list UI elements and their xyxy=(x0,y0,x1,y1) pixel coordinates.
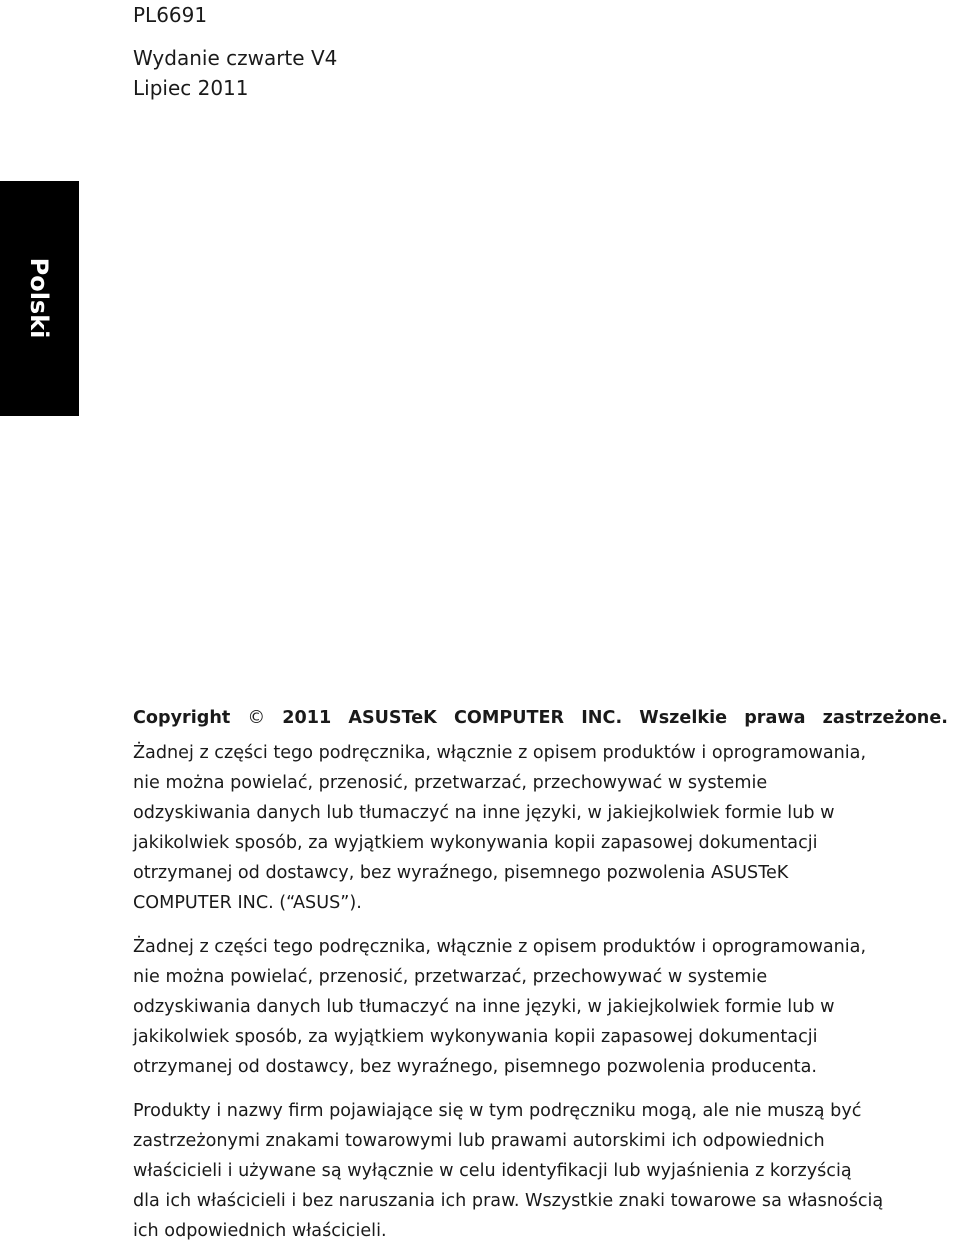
copyright-company2: COMPUTER xyxy=(453,708,565,728)
copyright-line xyxy=(133,703,948,733)
text-line: nie można powielać, przenosić, przetwarzać, przechowywać w systemie xyxy=(133,967,768,987)
text-line: otrzymanej od dostawcy, bez wyraźnego, pisemnego pozwolenia producenta. xyxy=(133,1057,817,1077)
text-line: odzyskiwania danych lub tłumaczyć na inne języki, w jakiejkolwiek formie lub w xyxy=(133,803,835,823)
text-line: nie można powielać, przenosić, przetwarzać, przechowywać w systemie xyxy=(133,773,768,793)
text-line: jakikolwiek sposób, za wyjątkiem wykonywania kopii zapasowej dokumentacji xyxy=(133,833,818,853)
paragraph-trademarks xyxy=(133,1096,948,1246)
copyright-company: ASUSTeK xyxy=(348,708,437,728)
copyright-year: 2011 xyxy=(282,708,332,728)
copyright-rights1: Wszelkie xyxy=(639,708,728,728)
language-tab-label: Polski xyxy=(25,257,53,339)
language-tab xyxy=(0,181,79,416)
paragraph-asus-rights xyxy=(133,738,948,918)
publication-date: Lipiec 2011 xyxy=(133,76,249,100)
text-line: właścicieli i używane są wyłącznie w celu identyfikacji lub wyjaśnienia z korzyścią xyxy=(133,1161,852,1181)
text-line: jakikolwiek sposób, za wyjątkiem wykonywania kopii zapasowej dokumentacji xyxy=(133,1027,818,1047)
text-line: ich odpowiednich właścicieli. xyxy=(133,1221,387,1241)
copyright-word: Copyright xyxy=(133,708,231,728)
text-line: Żadnej z części tego podręcznika, włącznie z opisem produktów i oprogramowania, xyxy=(133,937,867,957)
document-header xyxy=(133,0,337,103)
copyright-inc: INC. xyxy=(581,708,623,728)
text-line: zastrzeżonymi znakami towarowymi lub prawami autorskimi ich odpowiednich xyxy=(133,1131,825,1151)
text-line: otrzymanej od dostawcy, bez wyraźnego, pisemnego pozwolenia ASUSTeK xyxy=(133,863,789,883)
paragraph-producer-rights xyxy=(133,932,948,1082)
text-line: Żadnej z części tego podręcznika, włącznie z opisem produktów i oprogramowania, xyxy=(133,743,867,763)
text-line: dla ich właścicieli i bez naruszania ich praw. Wszystkie znaki towarowe sa własnością xyxy=(133,1191,884,1211)
text-line: Produkty i nazwy firm pojawiające się w tym podręczniku mogą, ale nie muszą być xyxy=(133,1101,862,1121)
text-line: odzyskiwania danych lub tłumaczyć na inne języki, w jakiejkolwiek formie lub w xyxy=(133,997,835,1017)
text-line: COMPUTER INC. (“ASUS”). xyxy=(133,893,362,913)
copyright-rights2: prawa xyxy=(744,708,806,728)
legal-notice xyxy=(133,703,948,1257)
edition: Wydanie czwarte V4 xyxy=(133,46,338,70)
copyright-rights3: zastrzeżone. xyxy=(822,708,948,728)
copyright-symbol: © xyxy=(247,708,266,728)
doc-code: PL6691 xyxy=(133,3,208,27)
